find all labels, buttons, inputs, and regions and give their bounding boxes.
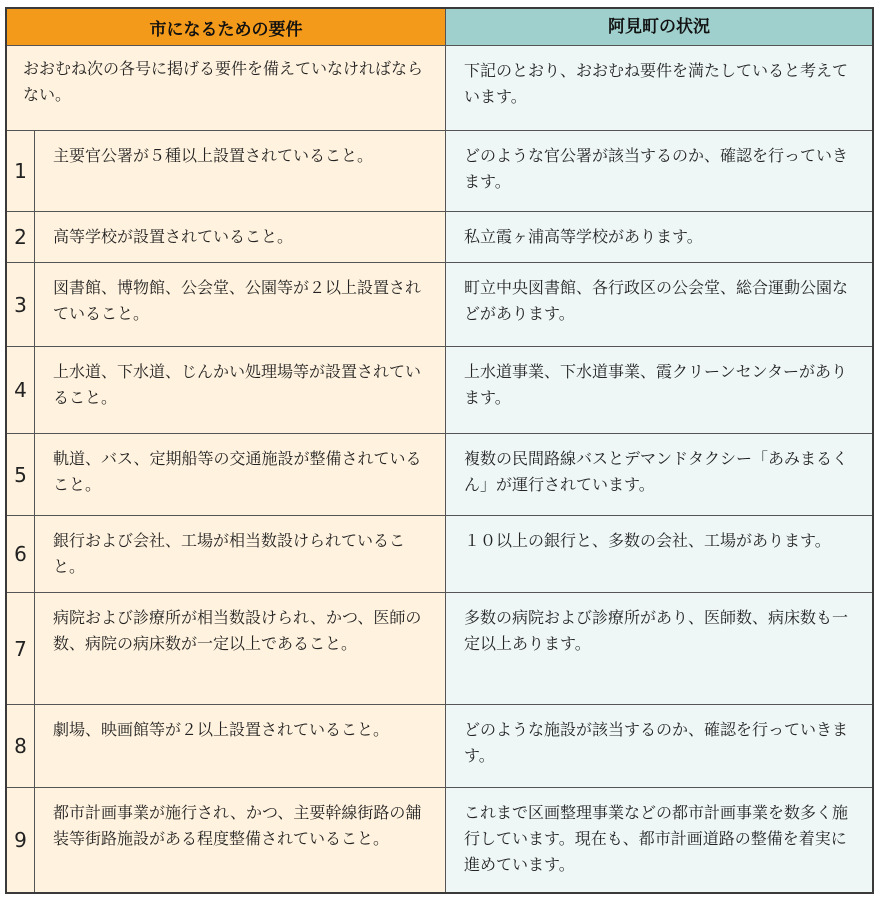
table-row (7, 262, 872, 346)
row-number: 8 (7, 705, 35, 787)
header-requirements (7, 9, 446, 45)
table-row (7, 211, 872, 262)
requirement-text: 主要官公署が５種以上設置されていること。 (53, 146, 374, 165)
requirement-text: 銀行および会社、工場が相当数設けられていること。 (53, 531, 406, 576)
table-row (7, 592, 872, 704)
row-number: 4 (7, 347, 35, 433)
row-number: 7 (7, 593, 35, 704)
table-row (7, 704, 872, 787)
table-row (7, 130, 872, 211)
requirement-text: 軌道、バス、定期船等の交通施設が整備されていること。 (53, 449, 422, 494)
requirement-cell (7, 593, 446, 704)
status-text: 町立中央図書館、各行政区の公会堂、総合運動公園などがあります。 (446, 263, 872, 346)
table-row (7, 433, 872, 515)
table-row (7, 515, 872, 592)
requirement-cell (7, 212, 446, 262)
row-number: 9 (7, 788, 35, 892)
requirement-text: 高等学校が設置されていること。 (53, 227, 294, 246)
table-row (7, 787, 872, 892)
requirement-cell (7, 788, 446, 892)
table-header (7, 9, 872, 45)
requirement-text: 都市計画事業が施行され、かつ、主要幹線街路の舗装等街路施設がある程度整備されていること。 (53, 803, 422, 848)
requirement-cell (7, 347, 446, 433)
header-requirements-label: 市になるための要件 (149, 19, 303, 40)
row-number: 2 (7, 212, 35, 262)
row-number: 3 (7, 263, 35, 346)
requirement-text: 図書館、博物館、公会堂、公園等が２以上設置されていること。 (53, 278, 422, 323)
requirement-text: 病院および診療所が相当数設けられ、かつ、医師の数、病院の病床数が一定以上であること。 (53, 608, 422, 653)
requirement-cell (7, 263, 446, 346)
requirement-cell (7, 516, 446, 592)
intro-requirement: おおむね次の各号に掲げる要件を備えていなければならない。 (7, 46, 446, 130)
status-text: どのような官公署が該当するのか、確認を行っていきます。 (446, 131, 872, 211)
row-number: 5 (7, 434, 35, 515)
requirement-text: 劇場、映画館等が２以上設置されていること。 (53, 720, 390, 739)
status-text: １０以上の銀行と、多数の会社、工場があります。 (446, 516, 872, 592)
status-text: 私立霞ヶ浦高等学校があります。 (446, 212, 872, 262)
status-text: これまで区画整理事業などの都市計画事業を数多く施行しています。現在も、都市計画道路の整備を着実に進めています。 (446, 788, 872, 892)
intro-row (7, 45, 872, 130)
row-number: 6 (7, 516, 35, 592)
table-row (7, 346, 872, 433)
row-number: 1 (7, 131, 35, 211)
requirement-cell (7, 705, 446, 787)
header-status (446, 9, 872, 45)
requirement-cell (7, 434, 446, 515)
header-status-label: 阿見町の状況 (608, 17, 710, 37)
status-text: 上水道事業、下水道事業、霞クリーンセンターがあります。 (446, 347, 872, 433)
status-text: 多数の病院および診療所があり、医師数、病床数も一定以上あります。 (446, 593, 872, 704)
status-text: どのような施設が該当するのか、確認を行っていきます。 (446, 705, 872, 787)
requirements-table (5, 7, 874, 894)
intro-status: 下記のとおり、おおむね要件を満たしていると考えています。 (446, 46, 872, 130)
requirement-cell (7, 131, 446, 211)
requirement-text: 上水道、下水道、じんかい処理場等が設置されていること。 (53, 362, 422, 407)
status-text: 複数の民間路線バスとデマンドタクシー「あみまるくん」が運行されています。 (446, 434, 872, 515)
